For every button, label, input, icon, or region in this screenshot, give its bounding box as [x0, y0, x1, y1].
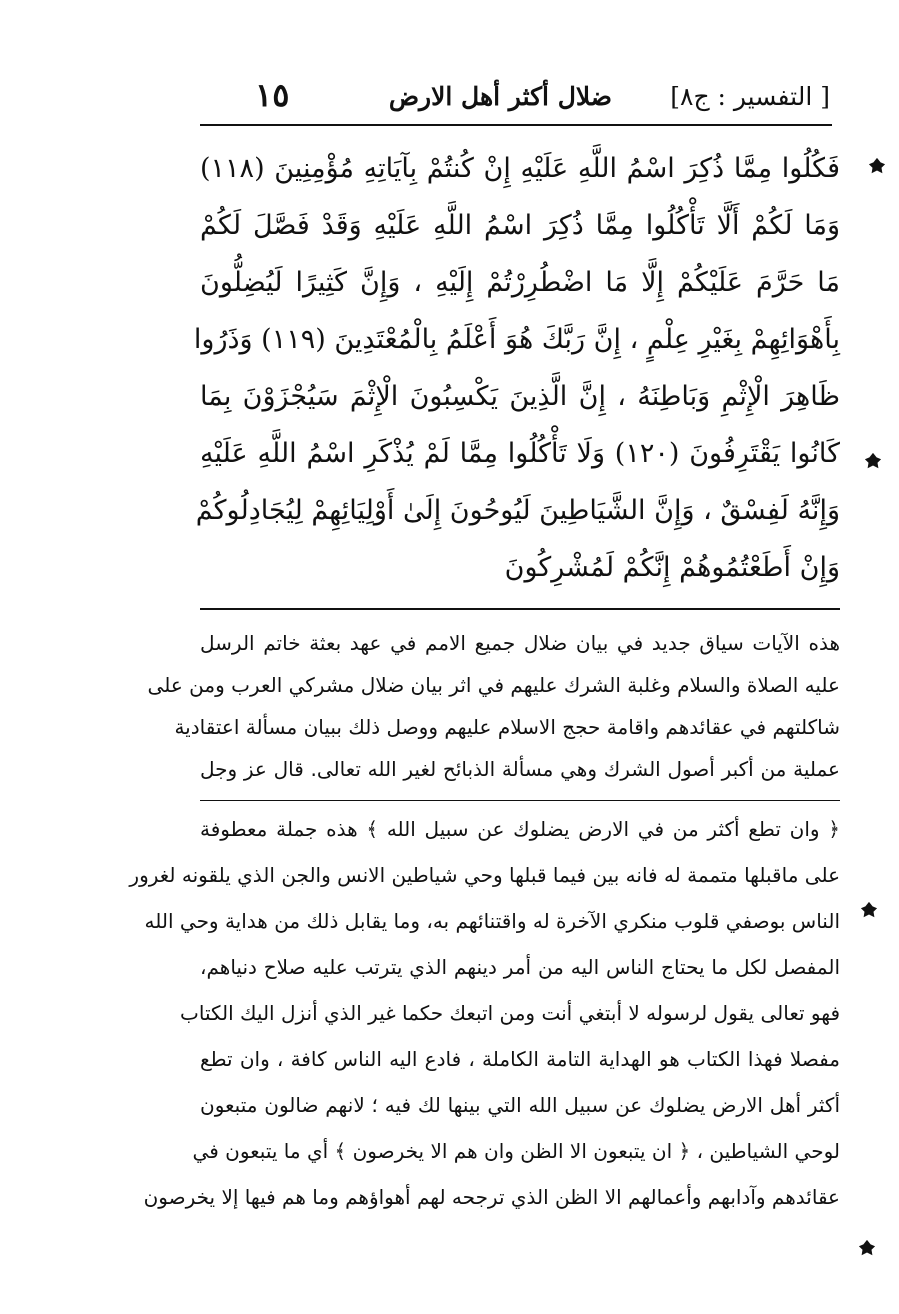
commentary-body [129, 806, 840, 1220]
margin-marker-icon [860, 901, 878, 919]
commentary-line: لوحي الشياطين ، ﴿ ان يتبعون الا الظن وان هم الا يخرصون ﴾ أي ما يتبعون في [192, 1139, 840, 1163]
verse-line: وَإِنْ أَطَعْتُمُوهُمْ إِنَّكُمْ لَمُشْرِكُونَ [504, 552, 840, 583]
section-rule [200, 608, 840, 610]
commentary-line: على ماقبلها متممة له فانه بين فيما قبلها وحي شياطين الانس والجن الذي يلقونه لغرور [129, 863, 840, 887]
commentary-line: عقائدهم وآدابهم وأعمالهم الا الظن الذي ترجحه لهم أهواؤهم وما هم فيها إلا يخرصون [143, 1185, 840, 1209]
header-rule [200, 124, 832, 126]
verse-line: وَإِنَّهُ لَفِسْقٌ ، وَإِنَّ الشَّيَاطِينَ لَيُوحُونَ إِلَىٰ أَوْلِيَائِهِمْ لِيُجَادِلُوكُمْ [195, 495, 840, 526]
commentary-line: شاكلتهم في عقائدهم واقامة حجج الاسلام عليهم ووصل ذلك ببيان مسألة اعتقادية [174, 715, 840, 739]
margin-marker-icon [864, 452, 882, 470]
commentary-intro [147, 622, 840, 790]
page-title: ضلال أكثر أهل الارض [388, 82, 612, 111]
commentary-line: المفصل لكل ما يحتاج الناس اليه من أمر دينهم الذي يترتب عليه صلاح دنياهم، [200, 955, 840, 979]
volume-label: [ التفسير : ج٨] [670, 82, 830, 111]
commentary-line: عليه الصلاة والسلام وغلبة الشرك عليهم في اثر بيان ضلال مشركي العرب ومن على [147, 673, 840, 697]
page-number: ١٥ [255, 76, 290, 114]
verse-line: كَانُوا يَقْتَرِفُونَ (١٢٠) وَلَا تَأْكُلُوا مِمَّا لَمْ يُذْكَرِ اسْمُ اللَّهِ عَلَيْهِ [200, 438, 840, 469]
margin-marker-icon [868, 157, 886, 175]
verse-line: فَكُلُوا مِمَّا ذُكِرَ اسْمُ اللَّهِ عَلَيْهِ إِنْ كُنتُمْ بِآيَاتِهِ مُؤْمِنِينَ (١١٨) [200, 153, 840, 184]
commentary-line: عملية من أكبر أصول الشرك وهي مسألة الذبائح لغير الله تعالى. قال عز وجل [200, 757, 840, 781]
margin-marker-icon [858, 1239, 876, 1257]
commentary-line: مفصلا فهذا الكتاب هو الهداية التامة الكاملة ، فادع اليه الناس كافة ، وان تطع [200, 1047, 840, 1071]
commentary-line: ﴿ وان تطع أكثر من في الارض يضلوك عن سبيل الله ﴾ هذه جملة معطوفة [200, 817, 840, 841]
commentary-line: أكثر أهل الارض يضلوك عن سبيل الله التي بينها لك فيه ؛ لانهم ضالون متبعون [200, 1093, 840, 1117]
commentary-line: هذه الآيات سياق جديد في بيان ضلال جميع الامم في عهد بعثة خاتم الرسل [200, 631, 840, 655]
page-header [200, 72, 830, 124]
verse-line: بِأَهْوَائِهِمْ بِغَيْرِ عِلْمٍ ، إِنَّ رَبَّكَ هُوَ أَعْلَمُ بِالْمُعْتَدِينَ (١١٩) وَذَرُوا [193, 324, 840, 355]
verse-line: مَا حَرَّمَ عَلَيْكُمْ إِلَّا مَا اضْطُرِرْتُمْ إِلَيْهِ ، وَإِنَّ كَثِيرًا لَيُضِلُّونَ [200, 267, 840, 298]
paragraph-rule [200, 800, 840, 801]
commentary-line: فهو تعالى يقول لرسوله لا أبتغي أنت ومن اتبعك حكما غير الذي أنزل اليك الكتاب [180, 1001, 840, 1025]
commentary-line: الناس بوصفي قلوب منكري الآخرة له واقتنائهم به، وما يقابل ذلك من هداية وحي الله [144, 909, 840, 933]
verse-line: وَمَا لَكُمْ أَلَّا تَأْكُلُوا مِمَّا ذُكِرَ اسْمُ اللَّهِ عَلَيْهِ وَقَدْ فَصَّلَ لَكُمْ [200, 210, 840, 241]
verse-line: ظَاهِرَ الْإِثْمِ وَبَاطِنَهُ ، إِنَّ الَّذِينَ يَكْسِبُونَ الْإِثْمَ سَيُجْزَوْنَ بِمَا [200, 381, 840, 412]
quran-verses [193, 140, 840, 610]
